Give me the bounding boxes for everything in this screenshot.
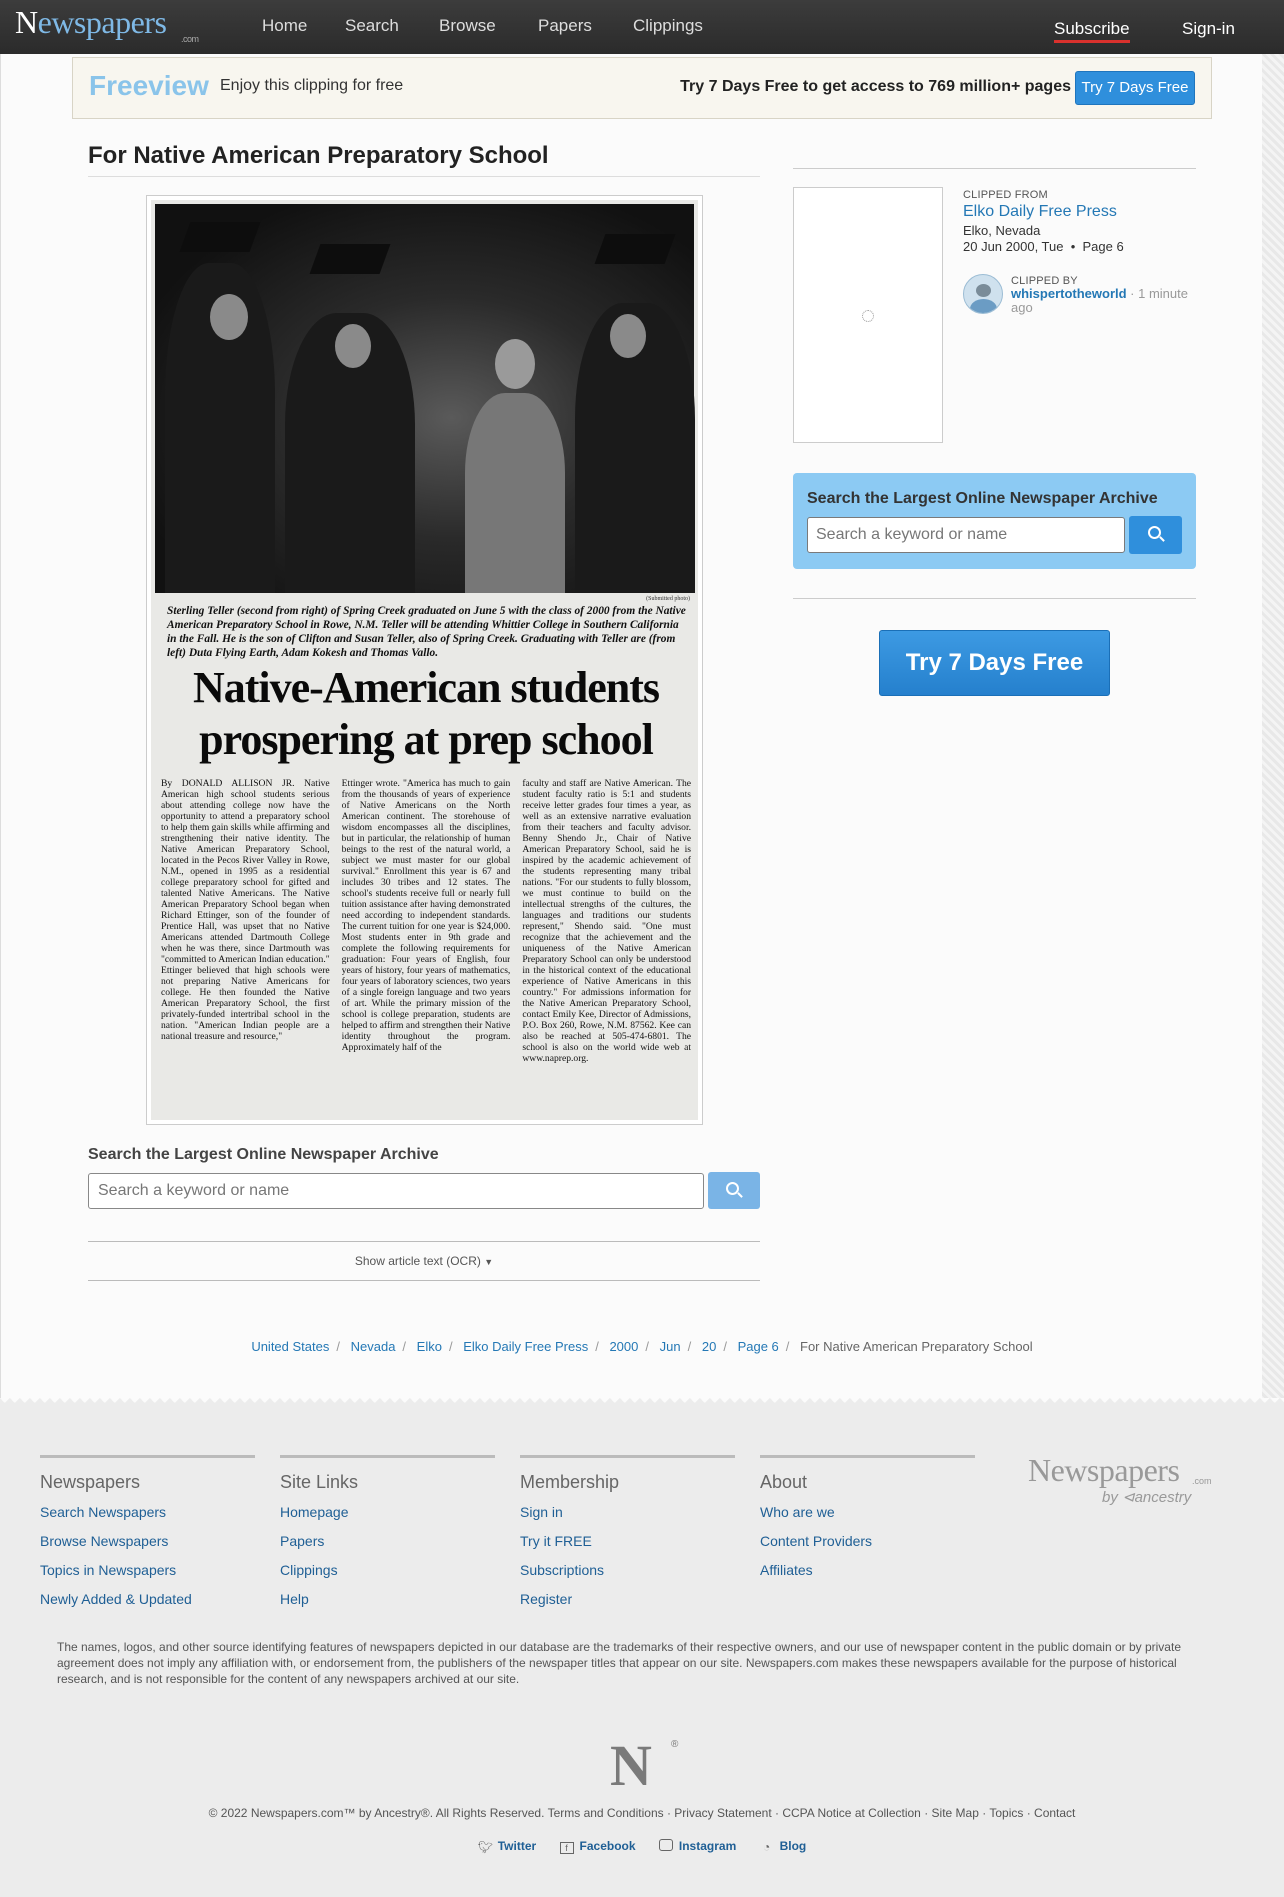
freeview-brand: Freeview: [89, 70, 209, 101]
page-bottom-zigzag: [0, 1398, 1284, 1412]
clipping-image-frame[interactable]: [146, 195, 703, 1125]
headline-line-2: prospering at prep school: [199, 715, 653, 764]
nav-search[interactable]: Search: [345, 16, 399, 35]
freeview-trial-button[interactable]: Try 7 Days Free: [1075, 71, 1195, 105]
footer-link[interactable]: Clippings: [280, 1562, 338, 1578]
title-divider: [88, 176, 760, 177]
clipper-username-link[interactable]: whispertotheworld: [1011, 286, 1127, 301]
facebook-icon: f: [560, 1842, 574, 1854]
footer-column-newspapers: [40, 1455, 255, 1609]
sitemap-link[interactable]: Site Map: [931, 1806, 979, 1820]
footer-link[interactable]: Who are we: [760, 1504, 835, 1520]
footer-heading: About: [760, 1472, 808, 1492]
ocr-toggle-label: Show article text (OCR): [354, 1254, 481, 1268]
social-links: [0, 1839, 1284, 1854]
article-headline: [161, 662, 691, 766]
footer-link[interactable]: Try it FREE: [520, 1533, 592, 1549]
right-search-panel: [793, 473, 1196, 569]
paper-location: Elko, Nevada: [963, 223, 1041, 238]
footer-link[interactable]: Affiliates: [760, 1562, 813, 1578]
article-columns: [161, 778, 691, 1118]
facebook-link[interactable]: [560, 1839, 636, 1854]
right-divider: [793, 168, 1196, 169]
footer-logo[interactable]: Newspapers: [1028, 1452, 1180, 1488]
registered-mark: ®: [671, 1739, 679, 1750]
avatar[interactable]: [963, 274, 1003, 314]
right-search-button[interactable]: [1129, 516, 1182, 554]
breadcrumb-day[interactable]: 20: [701, 1339, 717, 1354]
footer-link[interactable]: Subscriptions: [520, 1562, 605, 1578]
try-free-button[interactable]: Try 7 Days Free: [879, 630, 1110, 696]
headline-line-1: Native-American students: [192, 663, 660, 712]
footer-link[interactable]: Browse Newspapers: [40, 1533, 169, 1549]
newspapers-logo[interactable]: [15, 4, 199, 44]
footer-link[interactable]: Sign in: [520, 1504, 563, 1520]
breadcrumb-country[interactable]: United States: [251, 1339, 330, 1354]
ancestry-byline: by ⊲ancestry: [1102, 1489, 1192, 1506]
nav-browse[interactable]: Browse: [439, 16, 496, 35]
footer-link[interactable]: Search Newspapers: [40, 1504, 167, 1520]
rss-icon: ◔: [762, 1840, 771, 1854]
footer-link[interactable]: Help: [280, 1591, 309, 1607]
photo-figure-suit: [465, 393, 565, 593]
loading-spinner-icon: [862, 310, 874, 322]
photo-credit: (Submitted photo): [646, 596, 690, 602]
right-search-input[interactable]: [807, 517, 1125, 553]
breadcrumb-page[interactable]: Page 6: [737, 1339, 779, 1354]
copyright-text: © 2022 Newspapers.com™ by Ancestry®. All Rights Reserved.: [208, 1806, 545, 1820]
logo-n: N: [15, 4, 38, 40]
left-search-button[interactable]: [708, 1172, 760, 1209]
clipping-image: [151, 200, 698, 1120]
clipped-from-label: CLIPPED FROM: [963, 189, 1048, 201]
footer-column-membership: [520, 1455, 735, 1609]
top-navbar: [0, 0, 1284, 54]
breadcrumb-state[interactable]: Nevada: [350, 1339, 396, 1354]
footer-column-site-links: [280, 1455, 495, 1609]
footer-heading: Newspapers: [40, 1472, 141, 1492]
breadcrumb-current: For Native American Preparatory School: [800, 1339, 1033, 1354]
page-title: For Native American Preparatory School: [88, 142, 549, 169]
footer-link[interactable]: Content Providers: [760, 1533, 873, 1549]
instagram-label: Instagram: [678, 1839, 737, 1853]
article-column: Ettinger wrote. "America has much to gain from the thousands of years of experience of Native Americans on the North American continent. The storehouse of wisdom encompasses all the disciplines, but in particular, the relationship of human beings to the rest of the natural world, a subject we must master for our global survival." Enrollment this year is 67 and includes 30 tribes and 12 states. The school's students receive full or nearly full tuition assistance after having demonstrated need according to independent standards. The current tuition for one year is $24,000. Most students enter in 9th grade and complete the following requirements for graduation: Four years of English, four years of history, four years of mathematics, four years of laboratory sciences, two years of a single foreign language and two years of art. While the primary mission of the school is college preparation, students are helped to affirm and strengthen their Native identity throughout the program. Approximately half of the: [341, 778, 511, 1053]
freeview-banner: [72, 57, 1212, 119]
footer-link[interactable]: Papers: [280, 1533, 325, 1549]
blog-link[interactable]: [760, 1839, 807, 1853]
footer-heading: Site Links: [280, 1472, 359, 1492]
right-divider: [793, 598, 1196, 599]
breadcrumb-city[interactable]: Elko: [416, 1339, 442, 1354]
signin-link[interactable]: Sign-in: [1182, 19, 1235, 38]
copyright-line: © 2022 Newspapers.com™ by Ancestry®. All Rights Reserved. Terms and Conditions · Privacy Statement · CCPA Notice at Collection · Site Map · Topics · Contact: [208, 1806, 1076, 1820]
page-edge-decoration: [1262, 54, 1284, 1404]
footer-link[interactable]: Register: [520, 1591, 573, 1607]
twitter-link[interactable]: [478, 1839, 536, 1853]
terms-link[interactable]: Terms and Conditions: [547, 1806, 664, 1820]
clipper-info: whispertotheworld · 1 minute ago: [1011, 286, 1188, 315]
page-thumbnail[interactable]: [793, 187, 943, 443]
nav-home[interactable]: Home: [262, 16, 308, 35]
topics-link[interactable]: Topics: [989, 1806, 1024, 1820]
page-number: Page 6: [1082, 239, 1124, 254]
left-search-input[interactable]: [88, 1173, 704, 1209]
caret-down-icon: ▼: [484, 1257, 494, 1267]
footer-logo-com: .com: [1192, 1476, 1212, 1486]
search-icon: [1148, 526, 1161, 539]
facebook-label: Facebook: [579, 1839, 636, 1853]
instagram-link[interactable]: [659, 1839, 736, 1853]
clip-time: 1 minute ago: [1011, 286, 1188, 315]
ccpa-link[interactable]: CCPA Notice at Collection: [782, 1806, 921, 1820]
footer-link[interactable]: Topics in Newspapers: [40, 1562, 177, 1578]
logo-com: .com: [181, 34, 199, 44]
blog-label: Blog: [779, 1839, 807, 1853]
breadcrumb-paper[interactable]: Elko Daily Free Press: [463, 1339, 589, 1354]
nav-clippings[interactable]: Clippings: [633, 16, 703, 35]
breadcrumb-year[interactable]: 2000: [609, 1339, 639, 1354]
subscribe-link[interactable]: Subscribe: [1054, 19, 1130, 43]
instagram-icon: [659, 1839, 673, 1851]
breadcrumb: United States / Nevada / Elko / Elko Daily Free Press / 2000 / Jun / 20 / Page 6 / For Native American Preparatory School: [251, 1339, 1033, 1354]
twitter-icon: 🐦︎: [477, 1840, 493, 1854]
article-column: By DONALD ALLISON JR. Native American high school students serious about attending college now have the opportunity to attend a preparatory school to help them gain skills while affirming and strengthening their native identity. The Native American Preparatory School, located in the Pecos River Valley in Rowe, N.M., opened in 1995 as a residential college preparatory school for gifted and talented Native Americans. The Native American Preparatory School began when Richard Ettinger, son of the founder of Prentice Hall, was upset that no Native Americans attended Dartmouth College when he was there, since Dartmouth was "committed to American Indian education." Ettinger believed that high schools were not preparing Native Americans for college. He then founded the Native American Preparatory School, the first privately-funded intertribal school in the nation. "American Indian people are a national treasure and resource,": [161, 778, 330, 1042]
nav-papers[interactable]: Papers: [538, 16, 592, 35]
footer-link[interactable]: Homepage: [280, 1504, 349, 1520]
clipped-by-label: CLIPPED BY: [1011, 275, 1078, 287]
newspaper-photo: [155, 204, 694, 593]
contact-link[interactable]: Contact: [1034, 1806, 1076, 1820]
search-icon: [726, 1182, 739, 1195]
paper-link[interactable]: Elko Daily Free Press: [963, 203, 1117, 220]
privacy-link[interactable]: Privacy Statement: [674, 1806, 772, 1820]
ocr-toggle[interactable]: [88, 1241, 760, 1281]
paper-date-page: 20 Jun 2000, Tue • Page 6: [963, 239, 1124, 254]
right-search-label: Search the Largest Online Newspaper Archive: [807, 490, 1158, 507]
footer-column-about: [760, 1455, 975, 1580]
newspapers-n-logo: N: [610, 1733, 652, 1798]
footer-disclaimer: The names, logos, and other source identifying features of newspapers depicted in our database are the trademarks of their respective owners, and our use of newspaper content in the public domain or by private agreement does not imply any affiliation with, or endorsement from, the publishers of the newspaper titles that appear on our site. Newspapers.com makes these newspapers available for the purpose of historical research, and is not responsible for the content of any newspapers archived at our site.: [57, 1640, 1181, 1686]
breadcrumb-month[interactable]: Jun: [659, 1339, 681, 1354]
footer-link[interactable]: Newly Added & Updated: [40, 1591, 192, 1607]
logo-text: ewspapers: [37, 4, 167, 40]
freeview-subtitle: Enjoy this clipping for free: [220, 77, 404, 94]
article-column: faculty and staff are Native American. The student faculty ratio is 5:1 and students receive letter grades four times a year, as well as an extensive narrative evaluation from their teachers and faculty advisor. Benny Shendo Jr., Chair of Native American Preparatory School, said he is inspired by the academic achievement of the students representing many tribal nations. "For our students to fully blossom, we must continue to build on the intellectual strengths of the cultures, the languages and traditions our students represent," Shendo said. "One must recognize that the achievement and the uniqueness of the Native American Preparatory School can only be understood in the historical context of the educational experience of Native Americans in this country." For admissions information for the Native American Preparatory School, contact Emily Kee, Director of Admissions, P.O. Box 260, Rowe, N.M. 87562. Kee can also be reached at 505-474-6801. The school is also on the world wide web at www.naprep.org.: [522, 778, 692, 1064]
paper-date: 20 Jun 2000, Tue: [963, 239, 1064, 254]
photo-caption: Sterling Teller (second from right) of Spring Creek graduated on June 5 with the class of 2000 from the Native American Preparatory School in Rowe, N.M. Teller will be attending Whittier College in Southern California in the Fall. He is the son of Clifton and Susan Teller, also of Spring Creek. Graduating with Teller are (from left) Duta Flying Earth, Adam Kokesh and Thomas Vallo.: [167, 605, 686, 659]
footer-heading: Membership: [520, 1472, 620, 1492]
freeview-cta-text: Try 7 Days Free to get access to 769 million+ pages: [680, 78, 1071, 95]
twitter-label: Twitter: [497, 1839, 537, 1853]
left-search-label: Search the Largest Online Newspaper Archive: [88, 1146, 439, 1163]
